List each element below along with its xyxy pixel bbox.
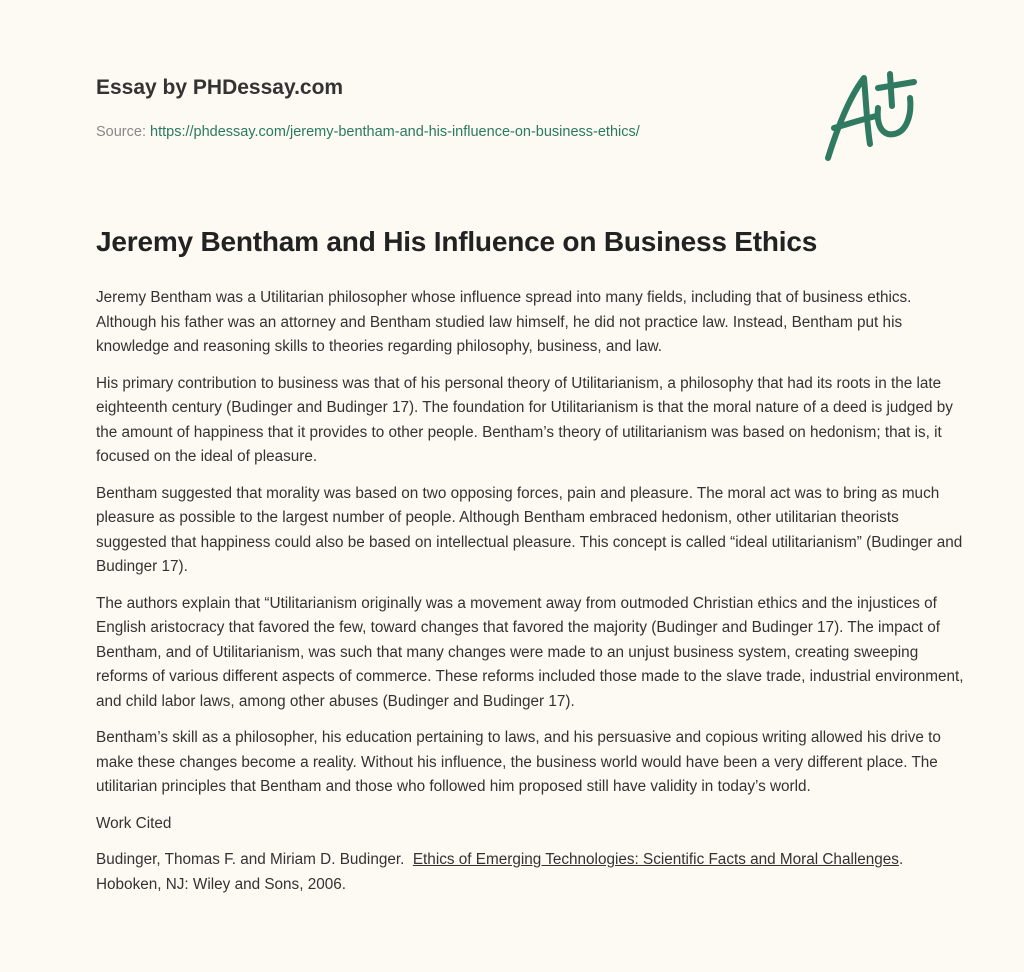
source-label: Source: <box>96 124 146 140</box>
works-cited-heading: Work Cited <box>96 814 172 832</box>
citation <box>96 848 966 897</box>
citation-authors: Budinger, Thomas F. and Miriam D. Budinger. <box>96 851 405 868</box>
essay-title: Jeremy Bentham and His Influence on Business Ethics <box>96 226 818 257</box>
source-line <box>96 124 640 140</box>
essay-paragraph: Bentham’s skill as a philosopher, his education pertaining to laws, and his persuasive and copious writing allowed his drive to make these changes become a reality. Without his influence, the business world would have been a very different place. The utilitarian principles that Bentham and those who followed him proposed still have validity in today’s world. <box>96 729 941 795</box>
source-link[interactable]: https://phdessay.com/jeremy-bentham-and-his-influence-on-business-ethics/ <box>150 124 640 140</box>
essay-paragraph: The authors explain that “Utilitarianism originally was a movement away from outmoded Christian ethics and the injustices of English aristocracy that favored the few, toward changes that favored the majority (Budinger and Budinger 17). The impact of Bentham, and of Utilitarianism, was such that many changes were made to an unjust business system, creating sweeping reforms of various different aspects of commerce. These reforms included those made to the slave trade, industrial environment, and child labor laws, among other abuses (Budinger and Budinger 17). <box>96 594 964 710</box>
essay-body <box>96 286 966 909</box>
essay-paragraph: His primary contribution to business was that of his personal theory of Utilitarianism, a philosophy that had its roots in the late eighteenth century (Budinger and Budinger 17). The foundation for Utilitarianism is that the moral nature of a deed is judged by the amount of happiness that it provides to other people. Bentham’s theory of utilitarianism was based on hedonism; that is, it focused on the ideal of pleasure. <box>96 374 953 465</box>
citation-publisher: . Hoboken, NJ: Wiley and Sons, 2006. <box>96 851 904 893</box>
a-plus-logo-icon <box>820 66 930 166</box>
essay-paragraph: Bentham suggested that morality was based on two opposing forces, pain and pleasure. The moral act was to bring as much pleasure as possible to the largest number of people. Although Bentham embraced hedonism, other utilitarian theorists suggested that happiness could also be based on intellectual pleasure. This concept is called “ideal utilitarianism” (Budinger and Budinger 17). <box>96 484 963 575</box>
citation-book-title: Ethics of Emerging Technologies: Scientific Facts and Moral Challenges <box>412 851 899 868</box>
essay-paragraph: Jeremy Bentham was a Utilitarian philosopher whose influence spread into many fields, including that of business ethics. Although his father was an attorney and Bentham studied law himself, he did not practice law. Instead, Bentham put his knowledge and reasoning skills to theories regarding philosophy, business, and law. <box>96 289 912 355</box>
site-brand: Essay by PHDessay.com <box>96 76 344 99</box>
